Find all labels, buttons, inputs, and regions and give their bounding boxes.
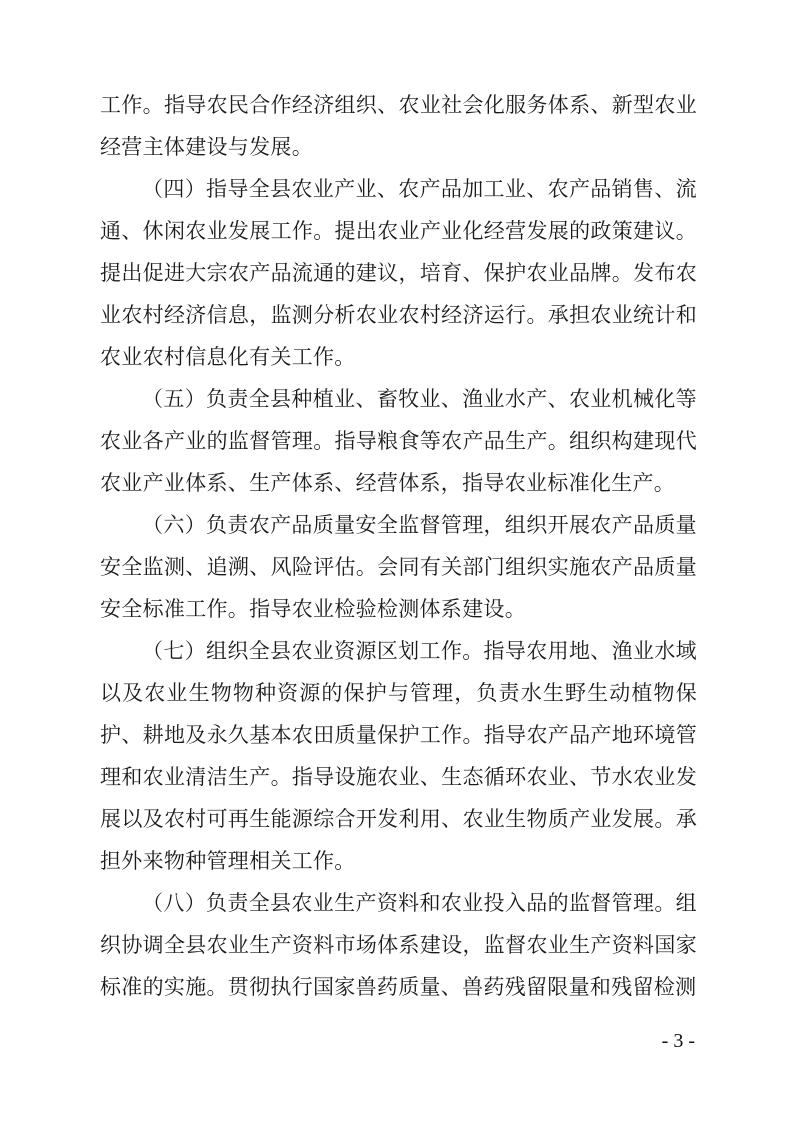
paragraph-item-6: （六）负责农产品质量安全监督管理，组织开展农产品质量安全监测、追溯、风险评估。会同有关部门组织实施农产品质量安全标准工作。指导农业检验检测体系建设。 (100, 513, 697, 621)
page-number: - 3 - (661, 1030, 695, 1052)
paragraph-item-8: （八）负责全县农业生产资料和农业投入品的监督管理。组织协调全县农业生产资料市场体系建设，监督农业生产资料国家标准的实施。贯彻执行国家兽药质量、兽药残留限量和残留检测 (100, 891, 697, 999)
paragraph-item-4: （四）指导全县农业产业、农产品加工业、农产品销售、流通、休闲农业发展工作。提出农业产业化经营发展的政策建议。提出促进大宗农产品流通的建议，培育、保护农业品牌。发布农业农村经济信息，监测分析农业农村经济运行。承担农业统计和农业农村信息化有关工作。 (100, 177, 697, 369)
document-body (100, 84, 697, 1008)
paragraph-continuation: 工作。指导农民合作经济组织、农业社会化服务体系、新型农业经营主体建设与发展。 (100, 93, 697, 159)
paragraph-item-5: （五）负责全县种植业、畜牧业、渔业水产、农业机械化等农业各产业的监督管理。指导粮食等农产品生产。组织构建现代农业产业体系、生产体系、经营体系，指导农业标准化生产。 (100, 387, 697, 495)
paragraph-item-7: （七）组织全县农业资源区划工作。指导农用地、渔业水域以及农业生物物种资源的保护与管理，负责水生野生动植物保护、耕地及永久基本农田质量保护工作。指导农产品产地环境管理和农业清洁生产。指导设施农业、生态循环农业、节水农业发展以及农村可再生能源综合开发利用、农业生物质产业发展。承担外来物种管理相关工作。 (100, 639, 697, 873)
